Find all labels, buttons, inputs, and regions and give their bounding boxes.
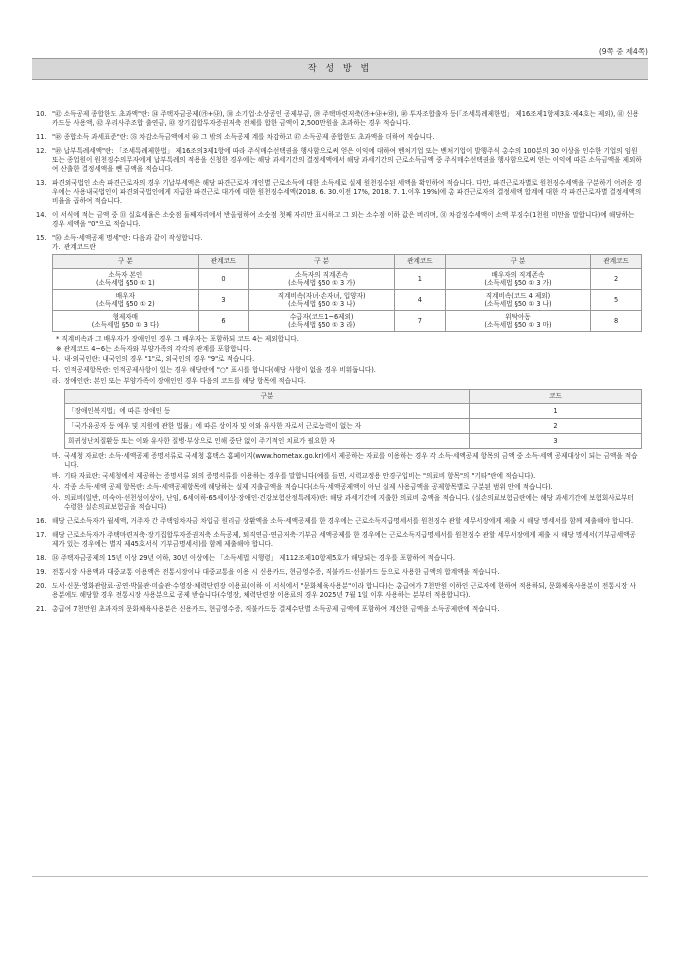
item-number: 21.	[36, 605, 47, 613]
item-text: 총급여 7천만원 초과자의 문화체육사용분은 신용카드, 현금영수증, 직불카드등 결제수단별 소득공제 금액에 포함하여 계산한 금액을 소득공제란에 적습니다.	[52, 605, 500, 613]
sub-label: 다.	[52, 366, 61, 374]
relation-name: 위탁아동	[505, 313, 531, 321]
sub-text: 장애인란: 본인 또는 부양가족이 장애인인 경우 다음의 코드를 해당 항목에 적습니다.	[64, 377, 306, 385]
relation-law: (소득세법 §50 ① 3 다)	[91, 321, 159, 329]
relation-code: 1	[395, 269, 446, 290]
instruction-item-15	[32, 234, 642, 512]
item-text: "㊾ 납부특례세액"란: 「조세특례제한법」 제16조의3제1항에 따라 주식매수선택권을 행사함으로써 얻은 이익에 대하여 벤처기업 또는 벤처기업이 발행주식 총수의 100분의 30 이상을 인수한 기업의 임원 또는 종업원이 원천징수의무자에게 납부특례의 적용을 신청한 경우에는 해당 과세기간의 결정세액에서 해당 과세기간의 근로소득금액 중 주식매수선택권을 행사함으로써 얻는 이익에 따른 소득금액을 제외하여 산출한 결정세액을 뺀 금액을 적습니다.	[52, 147, 642, 173]
relation-cell	[249, 269, 395, 290]
relation-law: (소득세법 §50 ① 3 나)	[288, 300, 356, 308]
relation-cell	[53, 311, 199, 332]
instruction-item-11	[32, 133, 642, 142]
disability-description: 「장애인복지법」에 따른 장애인 등	[65, 404, 470, 419]
page-number: (9쪽 중 제4쪽)	[598, 47, 648, 56]
column-header: 관계코드	[198, 255, 249, 269]
item-number: 17.	[36, 531, 47, 539]
sub-text: 인적공제항목란: 인적공제사항이 있는 경우 해당란에 "○" 표시를 합니다(해당 사항이 없을 경우 비워둡니다).	[64, 366, 376, 374]
sub-label: 바.	[52, 472, 61, 480]
item-text: 해당 근로소득자가 월세액, 거주자 간 주택임차자금 차입금 원리금 상환액을 소득·세액공제를 한 경우에는 근로소득지급명세서를 원천징수 관할 세무서장에게 제출 시 해당 명세서를 함께 제출해야 합니다.	[52, 517, 634, 525]
disability-description: 「국가유공자 등 예우 및 지원에 관한 법률」에 따른 상이자 및 이와 유사한 자로서 근로능력이 없는 자	[65, 419, 470, 434]
relation-law: (소득세법 §50 ① 3 라)	[288, 321, 356, 329]
table-row	[53, 290, 642, 311]
relation-cell	[53, 269, 199, 290]
item-text: "㊿ 소득·세액공제 명세"란: 다음과 같이 작성합니다.	[52, 234, 203, 242]
relation-code: 2	[591, 269, 642, 290]
item-text: "㊽ 종합소득 과세표준"란: ㉟ 차감소득금액에서 ㊻ 그 밖의 소득공제 계를 차감하고 ㊼ 소득공제 종합한도 초과액을 더하여 적습니다.	[52, 133, 435, 141]
column-header: 관계코드	[395, 255, 446, 269]
relation-code-table	[52, 254, 642, 332]
sub-item-ga	[52, 243, 642, 252]
relation-name: 형제자매	[112, 313, 139, 321]
instruction-item-21	[32, 605, 642, 614]
relation-law: (소득세법 §50 ① 2)	[95, 300, 155, 308]
relation-cell	[53, 290, 199, 311]
item-number: 15.	[36, 234, 47, 242]
relation-name: 배우자의 직계존속	[491, 271, 545, 279]
sub-item-ra	[52, 377, 642, 449]
sub-label: 가.	[52, 243, 61, 251]
relation-name: 소득자 본인	[108, 271, 143, 279]
relation-law: (소득세법 §50 ① 1)	[95, 279, 155, 287]
table-row	[65, 434, 642, 449]
sub-label: 나.	[52, 355, 61, 363]
sub-text: 의료비(일반, 미숙아·선천성이상아, 난임, 6세이하·65세이상·장애인·건강보험산정특례자)란: 해당 과세기간에 지출한 의료비 총액을 적습니다. (실손의료보험금란에는 해당 과세기간에 보험회사로부터 수령한 실손의료보험금을 적습니다)	[64, 494, 634, 511]
sub-text: 내·외국인란: 내국인의 경우 "1"로, 외국인의 경우 "9"로 적습니다.	[64, 355, 255, 363]
relation-name: 수급자(코드1~6제외)	[289, 313, 354, 321]
item-number: 12.	[36, 147, 47, 155]
item-number: 13.	[36, 179, 47, 187]
relation-code: 7	[395, 311, 446, 332]
column-header: 코드	[470, 390, 642, 404]
relation-cell	[445, 269, 591, 290]
column-header: 구분	[65, 390, 470, 404]
item-text: ㉞ 주택자금공제의 15년 이상 29년 이하, 30년 이상에는 「소득세법 시행령」 제112조제10항제5호가 해당되는 경우를 포함하여 적습니다.	[52, 554, 456, 562]
instructions-body	[32, 110, 642, 619]
relation-cell	[249, 290, 395, 311]
sub-label: 마.	[52, 452, 61, 460]
item-text: 전통시장 사용액과 대중교통 이용액은 전통시장이나 대중교통을 이용 시 신용카드, 현금영수증, 직불카드·선불카드 등으로 사용한 금액의 합계액을 적습니다.	[52, 568, 500, 576]
table-row	[53, 269, 642, 290]
sub-text: 기타 자료란: 국세청에서 제공하는 증명서류 외의 증명서류를 이용하는 경우를 말합니다(예를 들면, 시력교정용 안경구입비는 "의료비 항목"의 "기타"란에 적습니다).	[64, 472, 536, 480]
sub-label: 아.	[52, 494, 61, 502]
item-number: 16.	[36, 517, 47, 525]
instruction-item-20	[32, 582, 642, 600]
item-number: 11.	[36, 133, 47, 141]
table-note: * 직계비속과 그 배우자가 장애인인 경우 그 배우자는 포함하되 코드 4는 제외합니다.	[56, 335, 299, 343]
instruction-item-16	[32, 517, 642, 526]
table-row	[65, 404, 642, 419]
sub-item-ba	[52, 472, 642, 481]
sub-item-da	[52, 366, 642, 375]
table-note: ※ 관계코드 4~6는 소득자와 부양가족의 각각의 관계를 포함합니다.	[56, 345, 252, 353]
sub-text: 관계코드란	[64, 243, 96, 251]
item-text: 파견외국법인 소속 파견근로자의 경우 기납부세액은 해당 파견근로자 개인별 근로소득에 대한 소득세로 실제 원천징수된 세액을 확인하여 적습니다. 다만, 파견근로자별로 원천징수세액을 구분하기 어려운 경우에는 사용내국법인이 파견외국법인에게 지급한 파견근로 대가에 대한 원천징수세액(2018. 6. 30.이전 17%, 2018. 7. 1.이후 19%)에 총 파견근로자의 결정세액 합계에 대한 각 파견근로자별 결정세액의 비율을 곱하여 적습니다.	[52, 179, 642, 205]
column-header: 구 분	[249, 255, 395, 269]
relation-law: (소득세법 §50 ① 3 나)	[484, 300, 552, 308]
item-text: "㊷ 소득공제 종합한도 초과액"란: ㉞ 주택자금공제(㉮+㉯), ㊳ 소기업·소상공인 공제부금, ㊴ 주택마련저축(㉮+㉯+㉰), ㊵ 투자조합출자 등(「조세특례제한법」 제16조제1항제3호·제4호는 제외), ㊶ 신용카드등 사용액, ㊷ 우리사주조합 출연금, ㊸ 장기집합투자증권저축 전체를 합한 금액이 2,500만원을 초과하는 경우 적습니다.	[52, 110, 639, 127]
relation-code: 3	[198, 290, 249, 311]
relation-law: (소득세법 §50 ① 3 가)	[484, 279, 552, 287]
disability-description: 희귀성난치질환등 또는 이와 유사한 질병·부상으로 인해 중단 없이 주기적인 치료가 필요한 자	[65, 434, 470, 449]
table-header-row	[53, 255, 642, 269]
instruction-item-19	[32, 568, 642, 577]
sub-label: 라.	[52, 377, 61, 385]
item-text: 해당 근로소득자가 주택마련저축·장기집합투자증권저축 소득공제, 퇴직연금·연금저축·기부금 세액공제를 한 경우에는 근로소득지급명세서를 원천징수 관할 세무서장에게 제출 시 해당 명세서(기부금세액공제가 있는 경우에는 별지 제45호서식 기부금명세서)를 함께 제출해야 합니다.	[52, 531, 636, 548]
bottom-divider	[32, 876, 648, 877]
relation-cell	[445, 290, 591, 311]
instruction-item-10	[32, 110, 642, 128]
item-number: 14.	[36, 211, 47, 219]
column-header: 구 분	[445, 255, 591, 269]
section-header: 작 성 방 법	[32, 58, 648, 80]
item-number: 19.	[36, 568, 47, 576]
sub-item-ma	[52, 452, 642, 470]
item-text: 도서·신문·영화관람료·공연·박물관·미술관·수영장·체력단련장 이용료(이하 이 서식에서 "문화체육사용분"이라 합니다)는 총급여가 7천만원 이하인 근로자에 한하여 적용하되, 문화체육사용분이 전통시장 사용분에도 해당할 경우 전통시장 사용분으로 공제 받습니다(수영장, 체력단련장 이용료의 경우 2025년 7월 1일 이후 사용하는 분부터 적용합니다).	[52, 582, 636, 599]
relation-code: 5	[591, 290, 642, 311]
item-text: 이 서식에 적는 금액 중 ㉛ 실효세율은 소숫점 둘째자리에서 반올림하여 소숫점 첫째 자리만 표시하고 그 외는 소수점 이하 값은 버리며, ㉛ 차감징수세액이 소액 부징수(1천원 미만을 말합니다)에 해당하는 경우 세액을 "0"으로 적습니다.	[52, 211, 635, 228]
relation-name: 직계비속(코드 4 제외)	[485, 292, 551, 300]
table-row	[53, 311, 642, 332]
disability-code: 1	[470, 404, 642, 419]
sub-label: 사.	[52, 483, 61, 491]
instruction-item-18	[32, 554, 642, 563]
item-number: 18.	[36, 554, 47, 562]
relation-code: 4	[395, 290, 446, 311]
sub-item-sa	[52, 483, 642, 492]
relation-code: 8	[591, 311, 642, 332]
table-row	[65, 419, 642, 434]
column-header: 구 분	[53, 255, 199, 269]
disability-code-table	[64, 389, 642, 449]
sub-item-na	[52, 355, 642, 364]
relation-code: 0	[198, 269, 249, 290]
disability-code: 3	[470, 434, 642, 449]
sub-text: 국세청 자료란: 소득·세액공제 증명서류로 국세청 홈택스 홈페이지(www.hometax.go.kr)에서 제공하는 자료를 이용하는 경우 각 소득·세액공제 항목의 금액 중 소득·세액 공제대상이 되는 금액을 적습니다.	[64, 452, 638, 469]
column-header: 관계코드	[591, 255, 642, 269]
table-header-row	[65, 390, 642, 404]
sub-text: 각종 소득·세액 공제 항목란: 소득·세액공제항목에 해당하는 실제 지출금액을 적습니다(소득·세액공제액이 아닌 실제 사용금액을 공제항목별로 구분된 범위 안에 적습니다).	[64, 483, 553, 491]
relation-cell	[249, 311, 395, 332]
disability-code: 2	[470, 419, 642, 434]
relation-name: 배우자	[115, 292, 135, 300]
instruction-item-13	[32, 179, 642, 206]
instruction-item-17	[32, 531, 642, 549]
instruction-item-12	[32, 147, 642, 174]
relation-name: 소득자의 직계존속	[295, 271, 349, 279]
item-number: 10.	[36, 110, 47, 118]
sub-item-a	[52, 494, 642, 512]
relation-code: 6	[198, 311, 249, 332]
relation-law: (소득세법 §50 ① 3 가)	[288, 279, 356, 287]
relation-name: 직계비속(자녀·손자녀, 입양자)	[277, 292, 366, 300]
relation-law: (소득세법 §50 ① 3 마)	[484, 321, 552, 329]
item-number: 20.	[36, 582, 47, 590]
relation-cell	[445, 311, 591, 332]
instruction-item-14	[32, 211, 642, 229]
